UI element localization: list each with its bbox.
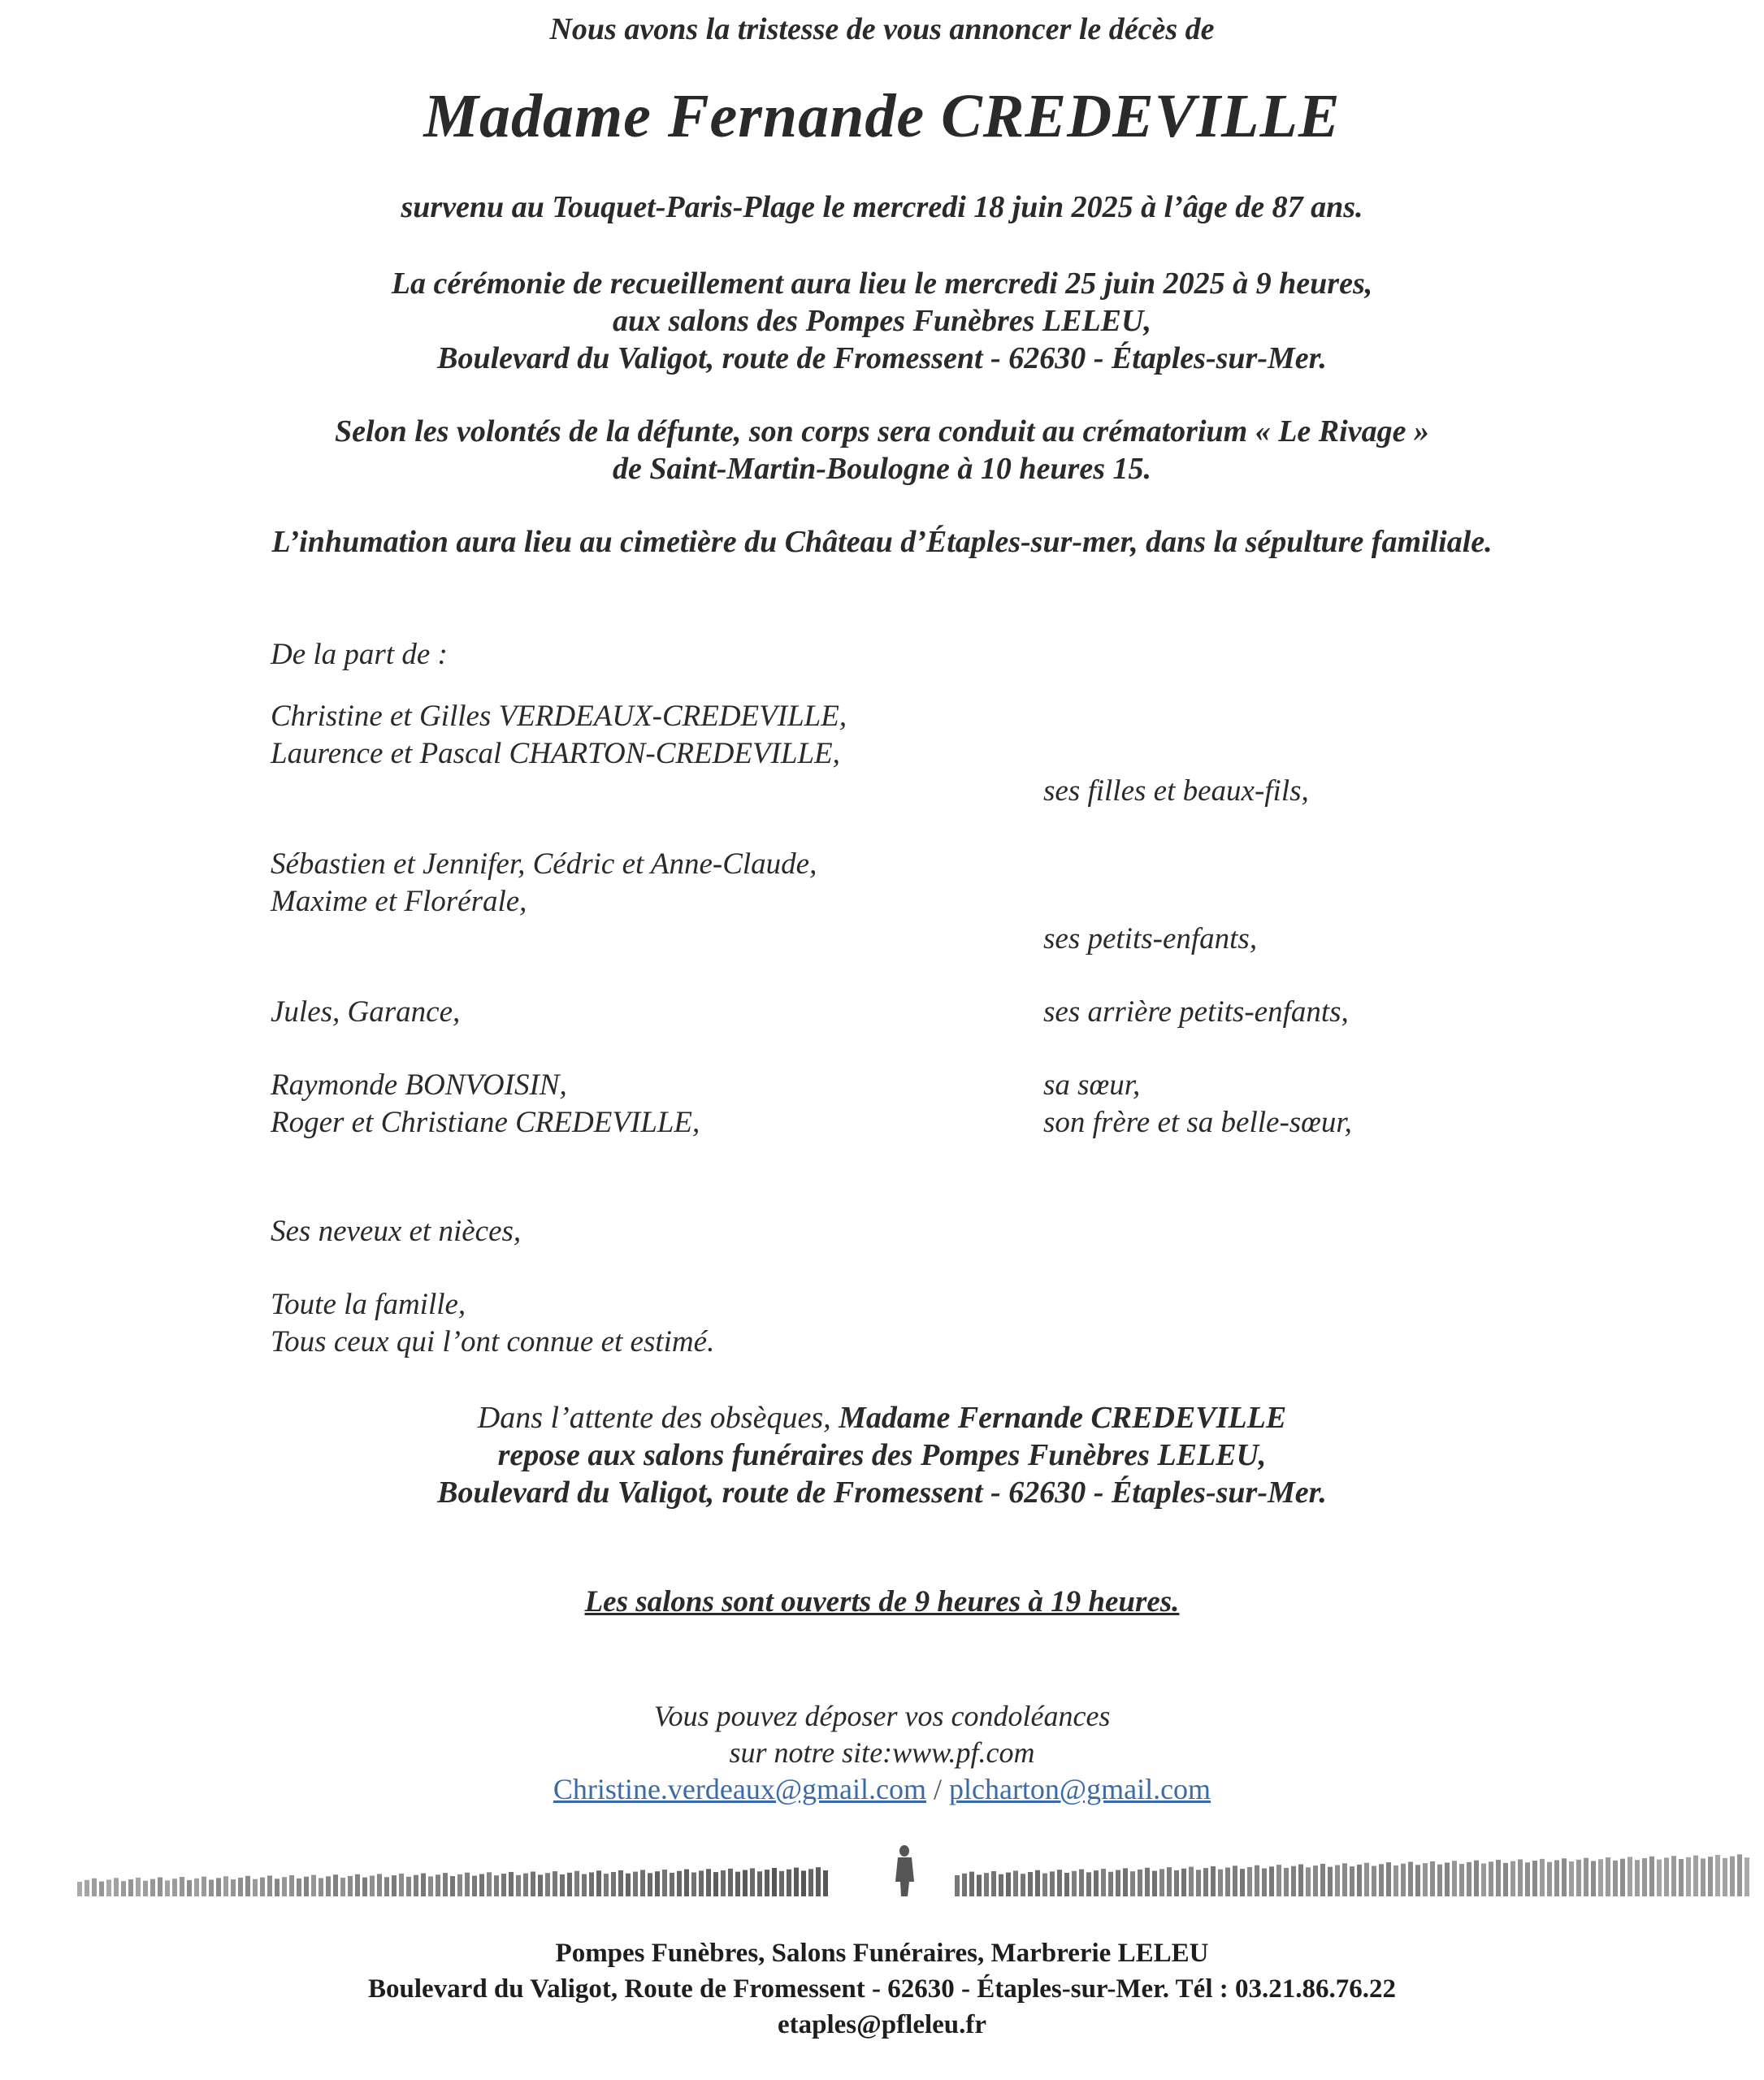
- family-name: Raymonde BONVOISIN,: [271, 1068, 567, 1102]
- contact-emails: [0, 1771, 1764, 1808]
- condolences-line: sur notre site:www.pf.com: [729, 1736, 1035, 1769]
- wake-prefix: Dans l’attente des obsèques,: [477, 1401, 839, 1435]
- condolences-block: [0, 1698, 1764, 1808]
- ceremony-line: aux salons des Pompes Funèbres LELEU,: [613, 304, 1151, 338]
- ceremony-line: La cérémonie de recueillement aura lieu le mercredi 25 juin 2025 à 9 heures,: [391, 266, 1373, 301]
- inhumation-line: L’inhumation aura lieu au cimetière du Château d’Étaples-sur-mer, dans la sépulture familiale.: [271, 525, 1493, 559]
- wake-block: [0, 1399, 1764, 1511]
- family-name: Christine et Gilles VERDEAUX-CREDEVILLE,: [271, 700, 847, 733]
- de-la-part-label: De la part de :: [271, 638, 448, 671]
- email-link-christine[interactable]: Christine.verdeaux@gmail.com: [553, 1773, 926, 1805]
- ceremony-line: Boulevard du Valigot, route de Fromessent - 62630 - Étaples-sur-Mer.: [437, 341, 1327, 375]
- footer-line: Boulevard du Valigot, Route de Fromessent - 62630 - Étaples-sur-Mer. Tél : 03.21.86.76.22: [368, 1974, 1396, 2004]
- email-link-plcharton[interactable]: plcharton@gmail.com: [948, 1773, 1211, 1805]
- crematorium-block: [0, 413, 1764, 488]
- deceased-name: Madame Fernande CREDEVILLE: [423, 82, 1341, 150]
- family-name: Tous ceux qui l’ont connue et estimé.: [271, 1325, 715, 1358]
- family-relation: ses filles et beaux-fils,: [1043, 774, 1309, 808]
- walking-person-icon: [895, 1845, 914, 1896]
- family-name: Ses neveux et nièces,: [271, 1215, 522, 1248]
- family-name: Roger et Christiane CREDEVILLE,: [271, 1106, 700, 1139]
- crematorium-line: de Saint-Martin-Boulogne à 10 heures 15.: [613, 452, 1151, 486]
- intro-line: Nous avons la tristesse de vous annoncer le décès de: [549, 12, 1215, 46]
- email-separator: /: [925, 1773, 949, 1805]
- footer-line: Pompes Funèbres, Salons Funéraires, Marbrerie LELEU: [555, 1939, 1209, 1968]
- family-name: Jules, Garance,: [271, 995, 461, 1029]
- family-name: Toute la famille,: [271, 1288, 466, 1321]
- ceremony-block: [0, 265, 1764, 377]
- death-announcement: survenu au Touquet-Paris-Plage le mercredi 18 juin 2025 à l’âge de 87 ans.: [401, 190, 1363, 224]
- family-name: Sébastien et Jennifer, Cédric et Anne-Claude,: [271, 847, 817, 881]
- wake-line: repose aux salons funéraires des Pompes Funèbres LELEU,: [497, 1438, 1267, 1472]
- family-relation: ses arrière petits-enfants,: [1043, 995, 1349, 1029]
- wake-line: Boulevard du Valigot, route de Fromessent - 62630 - Étaples-sur-Mer.: [437, 1476, 1327, 1510]
- family-relation: son frère et sa belle-sœur,: [1043, 1106, 1352, 1139]
- crematorium-line: Selon les volontés de la défunte, son corps sera conduit au crématorium « Le Rivage »: [335, 414, 1429, 448]
- footer-line: etaples@pfleleu.fr: [777, 2010, 987, 2039]
- beach-banner-image: [77, 1843, 1751, 1900]
- footer-block: [0, 1935, 1764, 2043]
- wake-name: Madame Fernande CREDEVILLE: [839, 1401, 1287, 1435]
- condolences-line: Vous pouvez déposer vos condoléances: [653, 1700, 1111, 1732]
- family-relation: sa sœur,: [1043, 1068, 1141, 1102]
- opening-hours: Les salons sont ouverts de 9 heures à 19 heures.: [584, 1585, 1180, 1618]
- family-relation: ses petits-enfants,: [1043, 922, 1258, 956]
- family-name: Maxime et Florérale,: [271, 885, 527, 918]
- family-name: Laurence et Pascal CHARTON-CREDEVILLE,: [271, 737, 840, 770]
- wake-line: [0, 1399, 1764, 1436]
